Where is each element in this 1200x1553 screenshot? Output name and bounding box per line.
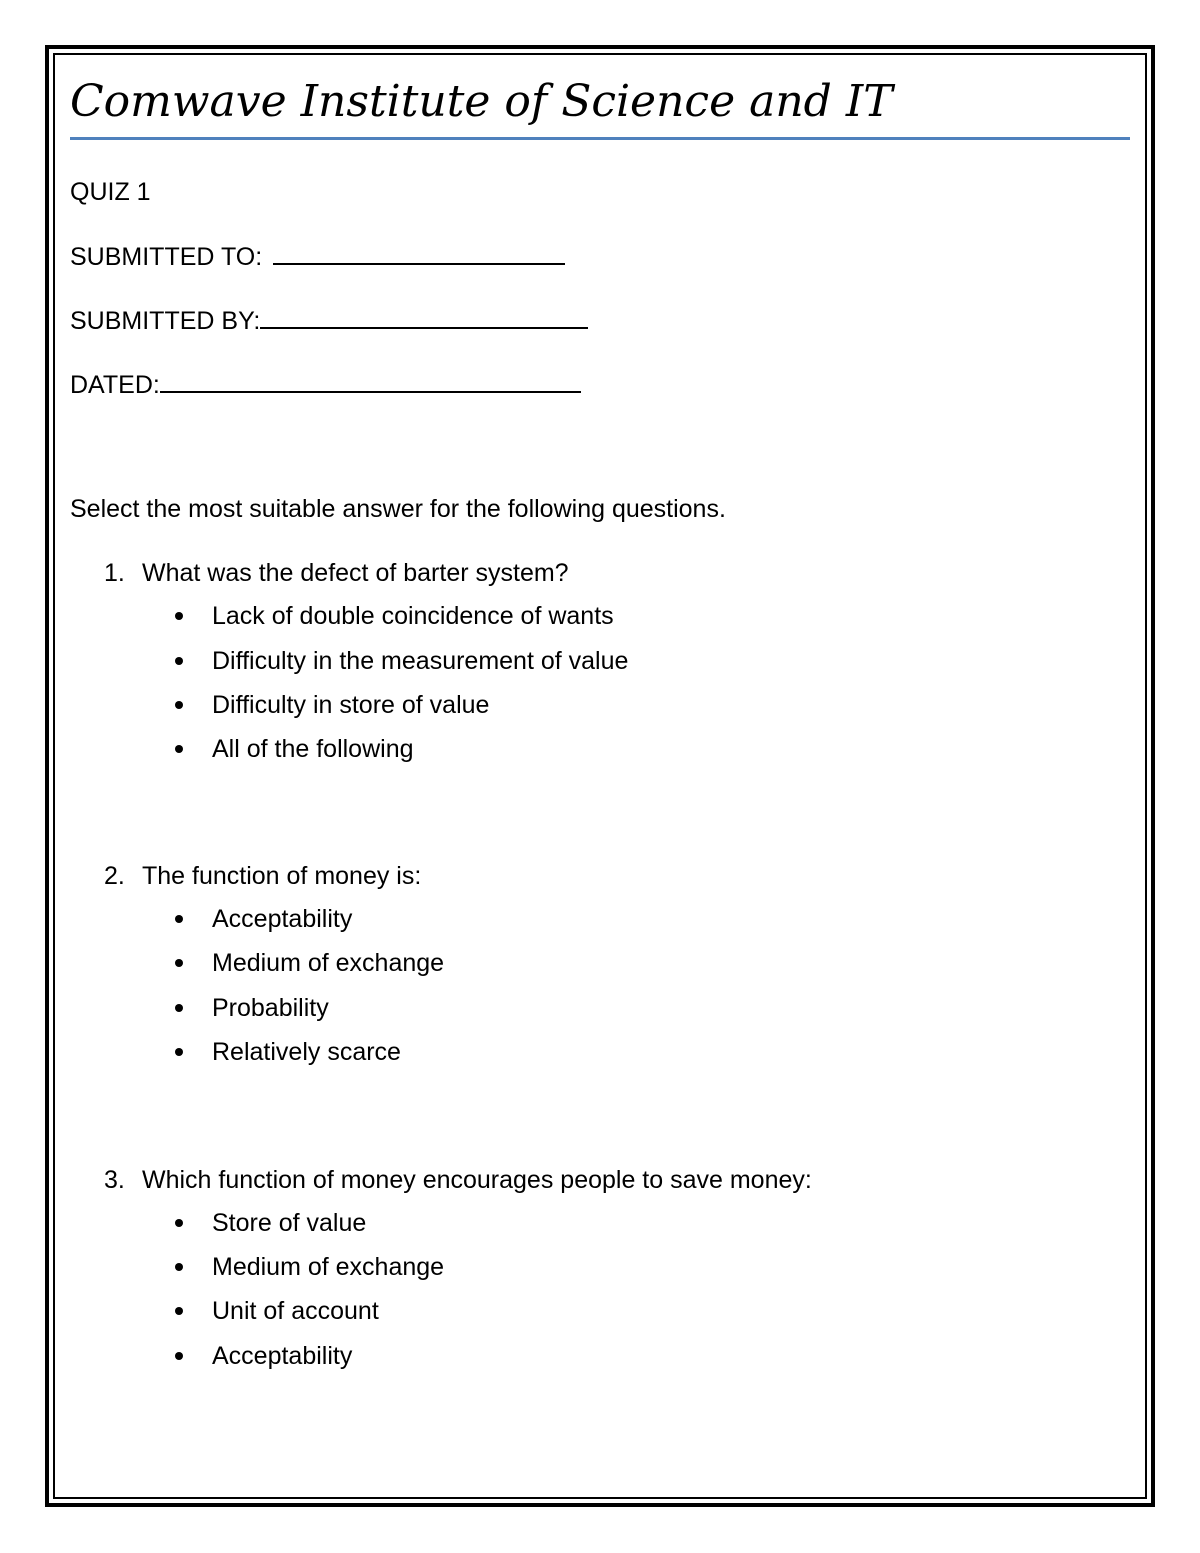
bullet-icon xyxy=(175,657,183,665)
bullet-icon xyxy=(175,1048,183,1056)
option-label: Medium of exchange xyxy=(212,1253,445,1281)
submitted-by-row xyxy=(70,305,588,336)
bullet-icon xyxy=(175,1307,183,1315)
bullet-icon xyxy=(175,915,183,923)
quiz-label: QUIZ 1 xyxy=(70,178,151,206)
answer-option[interactable] xyxy=(0,1208,900,1238)
question-text: The function of money is: xyxy=(142,862,422,890)
option-label: Unit of account xyxy=(212,1297,379,1325)
bullet-icon xyxy=(175,745,183,753)
submitted-to-blank[interactable] xyxy=(273,241,565,265)
bullet-icon xyxy=(175,1219,183,1227)
question-number: 3. xyxy=(104,1166,125,1194)
instructions: Select the most suitable answer for the following questions. xyxy=(70,495,726,523)
answer-option[interactable] xyxy=(0,948,900,978)
submitted-to-row xyxy=(70,241,565,272)
submitted-by-label: SUBMITTED BY: xyxy=(70,307,261,335)
question-text: Which function of money encourages people to save money: xyxy=(142,1166,812,1194)
answer-option[interactable] xyxy=(0,601,900,631)
answer-option[interactable] xyxy=(0,904,900,934)
option-label: Probability xyxy=(212,994,329,1022)
answer-option[interactable] xyxy=(0,1037,900,1067)
dated-row xyxy=(70,369,581,400)
dated-blank[interactable] xyxy=(160,369,581,393)
option-label: Lack of double coincidence of wants xyxy=(212,602,614,630)
bullet-icon xyxy=(175,1352,183,1360)
answer-option[interactable] xyxy=(0,1296,900,1326)
option-label: Acceptability xyxy=(212,1342,353,1370)
option-label: All of the following xyxy=(212,735,414,763)
submitted-by-blank[interactable] xyxy=(260,305,588,329)
option-label: Acceptability xyxy=(212,905,353,933)
document-title: Comwave Institute of Science and IT xyxy=(70,76,893,127)
bullet-icon xyxy=(175,1004,183,1012)
answer-option[interactable] xyxy=(0,1341,900,1371)
bullet-icon xyxy=(175,1263,183,1271)
option-label: Medium of exchange xyxy=(212,949,445,977)
submitted-to-label: SUBMITTED TO: xyxy=(70,243,263,271)
answer-option[interactable] xyxy=(0,734,900,764)
option-label: Relatively scarce xyxy=(212,1038,401,1066)
bullet-icon xyxy=(175,701,183,709)
bullet-icon xyxy=(175,959,183,967)
answer-option[interactable] xyxy=(0,646,900,676)
answer-option[interactable] xyxy=(0,1252,900,1282)
answer-option[interactable] xyxy=(0,993,900,1023)
option-label: Difficulty in the measurement of value xyxy=(212,647,629,675)
dated-label: DATED: xyxy=(70,371,160,399)
question-text: What was the defect of barter system? xyxy=(142,559,569,587)
bullet-icon xyxy=(175,612,183,620)
question-number: 2. xyxy=(104,862,125,890)
title-underline xyxy=(70,137,1130,140)
option-label: Store of value xyxy=(212,1209,367,1237)
answer-option[interactable] xyxy=(0,690,900,720)
question-number: 1. xyxy=(104,559,125,587)
option-label: Difficulty in store of value xyxy=(212,691,490,719)
